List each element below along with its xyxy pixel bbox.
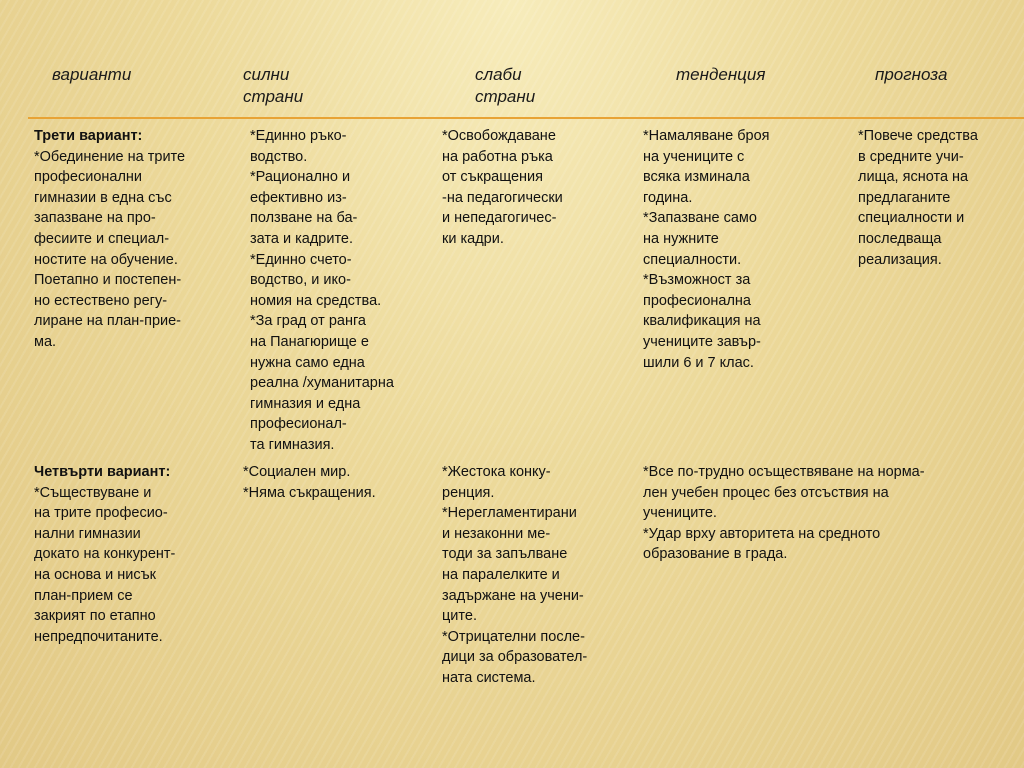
row-3-weaknesses: *Освобождаване на работна ръка от съкращения -на педагогически и непедагогичес- ки кадри. [442,128,563,247]
row-3-variant-title: Трети вариант: [34,128,143,144]
row-3-forecast: *Повече средства в средните учи- лища, яснота на предлаганите специалности и последваща реализация. [858,128,978,268]
header-forecast: прогноза [875,65,948,84]
row-4-strengths: *Социален мир. *Няма съкращения. [243,464,376,501]
header-divider [28,117,1024,119]
row-3-strengths: *Единно ръко- водство. *Рационално и ефективно из- ползване на ба- зата и кадрите. *Единно счето- водство, и ико- номия на средства. *За град от ранга на Панагюрище е нужна само една реална /хуманитарна гимназия и една професионал- та гимназия. [250,128,394,453]
row-3-variant [34,126,239,353]
row-4-variant-text: *Съществуване и на трите професио- нални гимназии докато на конкурент- на основа и нисък план-прием се закрият по етапно непредпочитаните. [34,484,176,645]
row-3-trend: *Намаляване броя на учениците с всяка изминала година. *Запазване само на нужните специалности. *Възможност за професионална квалификация на учениците завър- шили 6 и 7 клас. [643,128,770,371]
header-variants: варианти [52,65,132,84]
row-4-trend-forecast: *Все по-трудно осъществяване на норма- лен учебен процес без отсъствия на учениците. *Удар врху авторитета на средното образование в града. [643,464,925,563]
row-4-variant-title: Четвърти вариант: [34,464,171,480]
header-weaknesses: слаби страни [475,65,536,106]
header-trend: тенденция [676,65,766,84]
row-3-variant-text: *Обединение на трите професионални гимназии в една със запазване на про- фесиите и специал- ностите на обучение. Поетапно и постепен- но естествено регу- лиране на план-прие- ма. [34,148,186,350]
row-4-variant [34,462,239,647]
row-4-weaknesses: *Жестока конку- ренция. *Нерегламентирани и незаконни ме- тоди за запълване на паралелките и задържане на учени- ците. *Отрицателни после- дици за образовател- ната система. [442,464,588,686]
header-strengths: силни страни [243,65,304,106]
